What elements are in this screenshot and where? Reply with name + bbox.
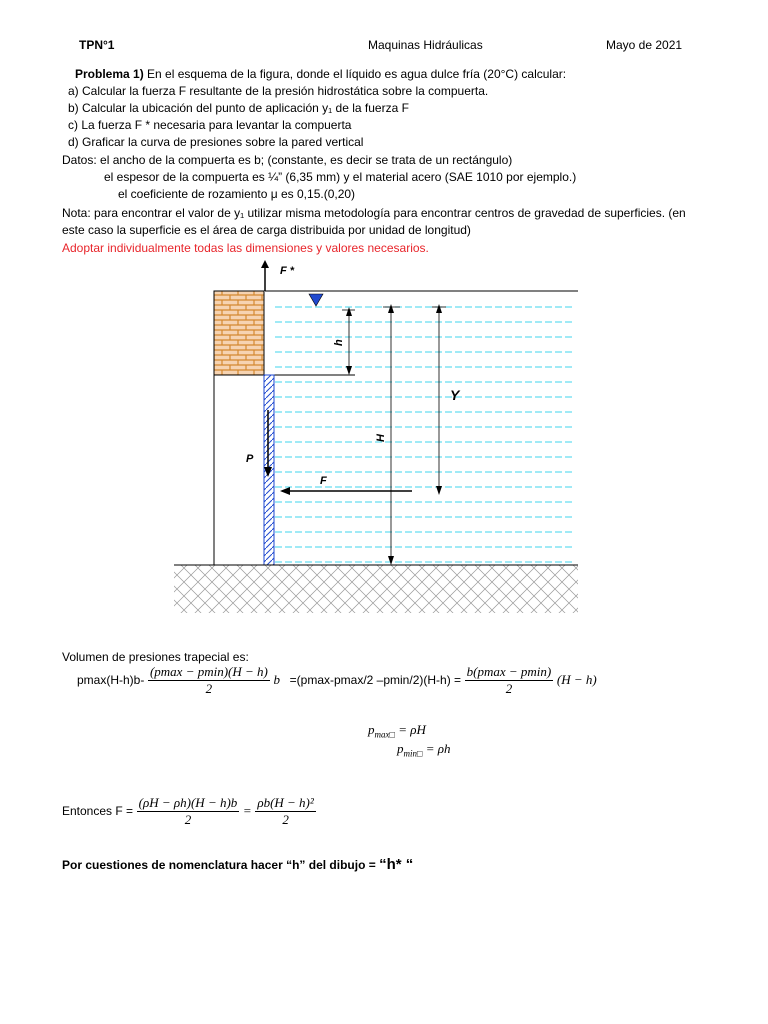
formula-mid: =(pmax-pmax/2 –pmin/2)(H-h) = (289, 672, 462, 687)
datos-line-2: el espesor de la compuerta es ¼” (6,35 mm) y el material acero (SAE 1010 por ejemplo.) (104, 170, 577, 184)
formula-tail: (H − h) (556, 671, 597, 687)
label-P: P (246, 453, 254, 465)
label-F: F (320, 475, 327, 487)
nota-line-1: Nota: para encontrar el valor de y₁ utilizar misma metodología para encontrar centros de gravedad de superficies. (en (62, 206, 686, 220)
item-c: c) La fuerza F * necesaria para levantar la compuerta (68, 118, 352, 132)
pmax-lhs: p (368, 722, 375, 737)
problem-heading (75, 66, 566, 83)
entonces-label: Entonces F = (62, 803, 134, 818)
gate-figure (170, 260, 580, 616)
lower-wall (214, 375, 264, 565)
label-fstar: F * (280, 265, 295, 277)
header-left: TPN°1 (79, 38, 115, 52)
datos-line-3: el coeficiente de rozamiento μ es 0,15.(0,20) (118, 187, 356, 201)
frac-2 (465, 664, 554, 697)
frac-4 (255, 795, 315, 828)
ground (174, 565, 578, 613)
label-h: h (333, 339, 345, 346)
nomenclatura-big: “h* “ (379, 856, 414, 873)
nomenclatura-text: Por cuestiones de nomenclatura hacer “h” del dibujo = (62, 858, 380, 872)
frac-1-num: (pmax − pmin)(H − h) (149, 664, 268, 679)
item-b: b) Calcular la ubicación del punto de aplicación y₁ de la fuerza F (68, 101, 409, 115)
pmax-sub: max□ (374, 729, 395, 740)
equals-sign: = (242, 802, 252, 818)
water-level-icon (309, 294, 323, 306)
nomenclatura-note (62, 856, 413, 873)
formula-b: b (273, 671, 281, 687)
frac-3 (137, 795, 240, 828)
formula-lhs: pmax(H-h)b- (77, 672, 145, 687)
water-lines (275, 307, 575, 562)
label-y1: Y (450, 387, 460, 403)
brick-wall (214, 291, 264, 375)
problem-title: Problema 1) (75, 67, 144, 81)
pmin-formula (397, 741, 450, 759)
item-d: d) Graficar la curva de presiones sobre la pared vertical (68, 135, 364, 149)
frac-1-den: 2 (205, 681, 213, 696)
label-H: H (375, 434, 387, 442)
pmax-formula (368, 722, 426, 740)
volumen-intro: Volumen de presiones trapecial es: (62, 650, 249, 664)
pmin-sub: min□ (403, 748, 423, 759)
formula-entonces (62, 795, 316, 828)
adoptar-note: Adoptar individualmente todas las dimensiones y valores necesarios. (62, 241, 429, 255)
frac-3-den: 2 (184, 812, 192, 827)
frac-2-den: 2 (505, 681, 513, 696)
frac-4-num: ρb(H − h)² (257, 795, 314, 810)
nota-line-2: este caso la superficie es el área de carga distribuida por unidad de longitud) (62, 223, 471, 237)
formula-trapecial (77, 664, 597, 697)
problem-intro: En el esquema de la figura, donde el líquido es agua dulce fría (20°C) calcular: (147, 67, 567, 81)
header-right: Mayo de 2021 (606, 38, 683, 52)
header-center: Maquinas Hidráulicas (368, 38, 483, 52)
frac-1 (148, 664, 270, 697)
pmax-rhs: = ρH (398, 722, 426, 737)
pmin-rhs: = ρh (425, 741, 451, 756)
frac-2-num: b(pmax − pmin) (466, 664, 552, 679)
pmin-lhs: p (397, 741, 404, 756)
frac-4-den: 2 (282, 812, 289, 827)
datos-line-1: Datos: el ancho de la compuerta es b; (constante, es decir se trata de un rectángulo) (62, 153, 513, 167)
item-a: a) Calcular la fuerza F resultante de la presión hidrostática sobre la compuerta. (68, 84, 489, 98)
frac-3-num: (ρH − ρh)(H − h)b (138, 795, 238, 810)
